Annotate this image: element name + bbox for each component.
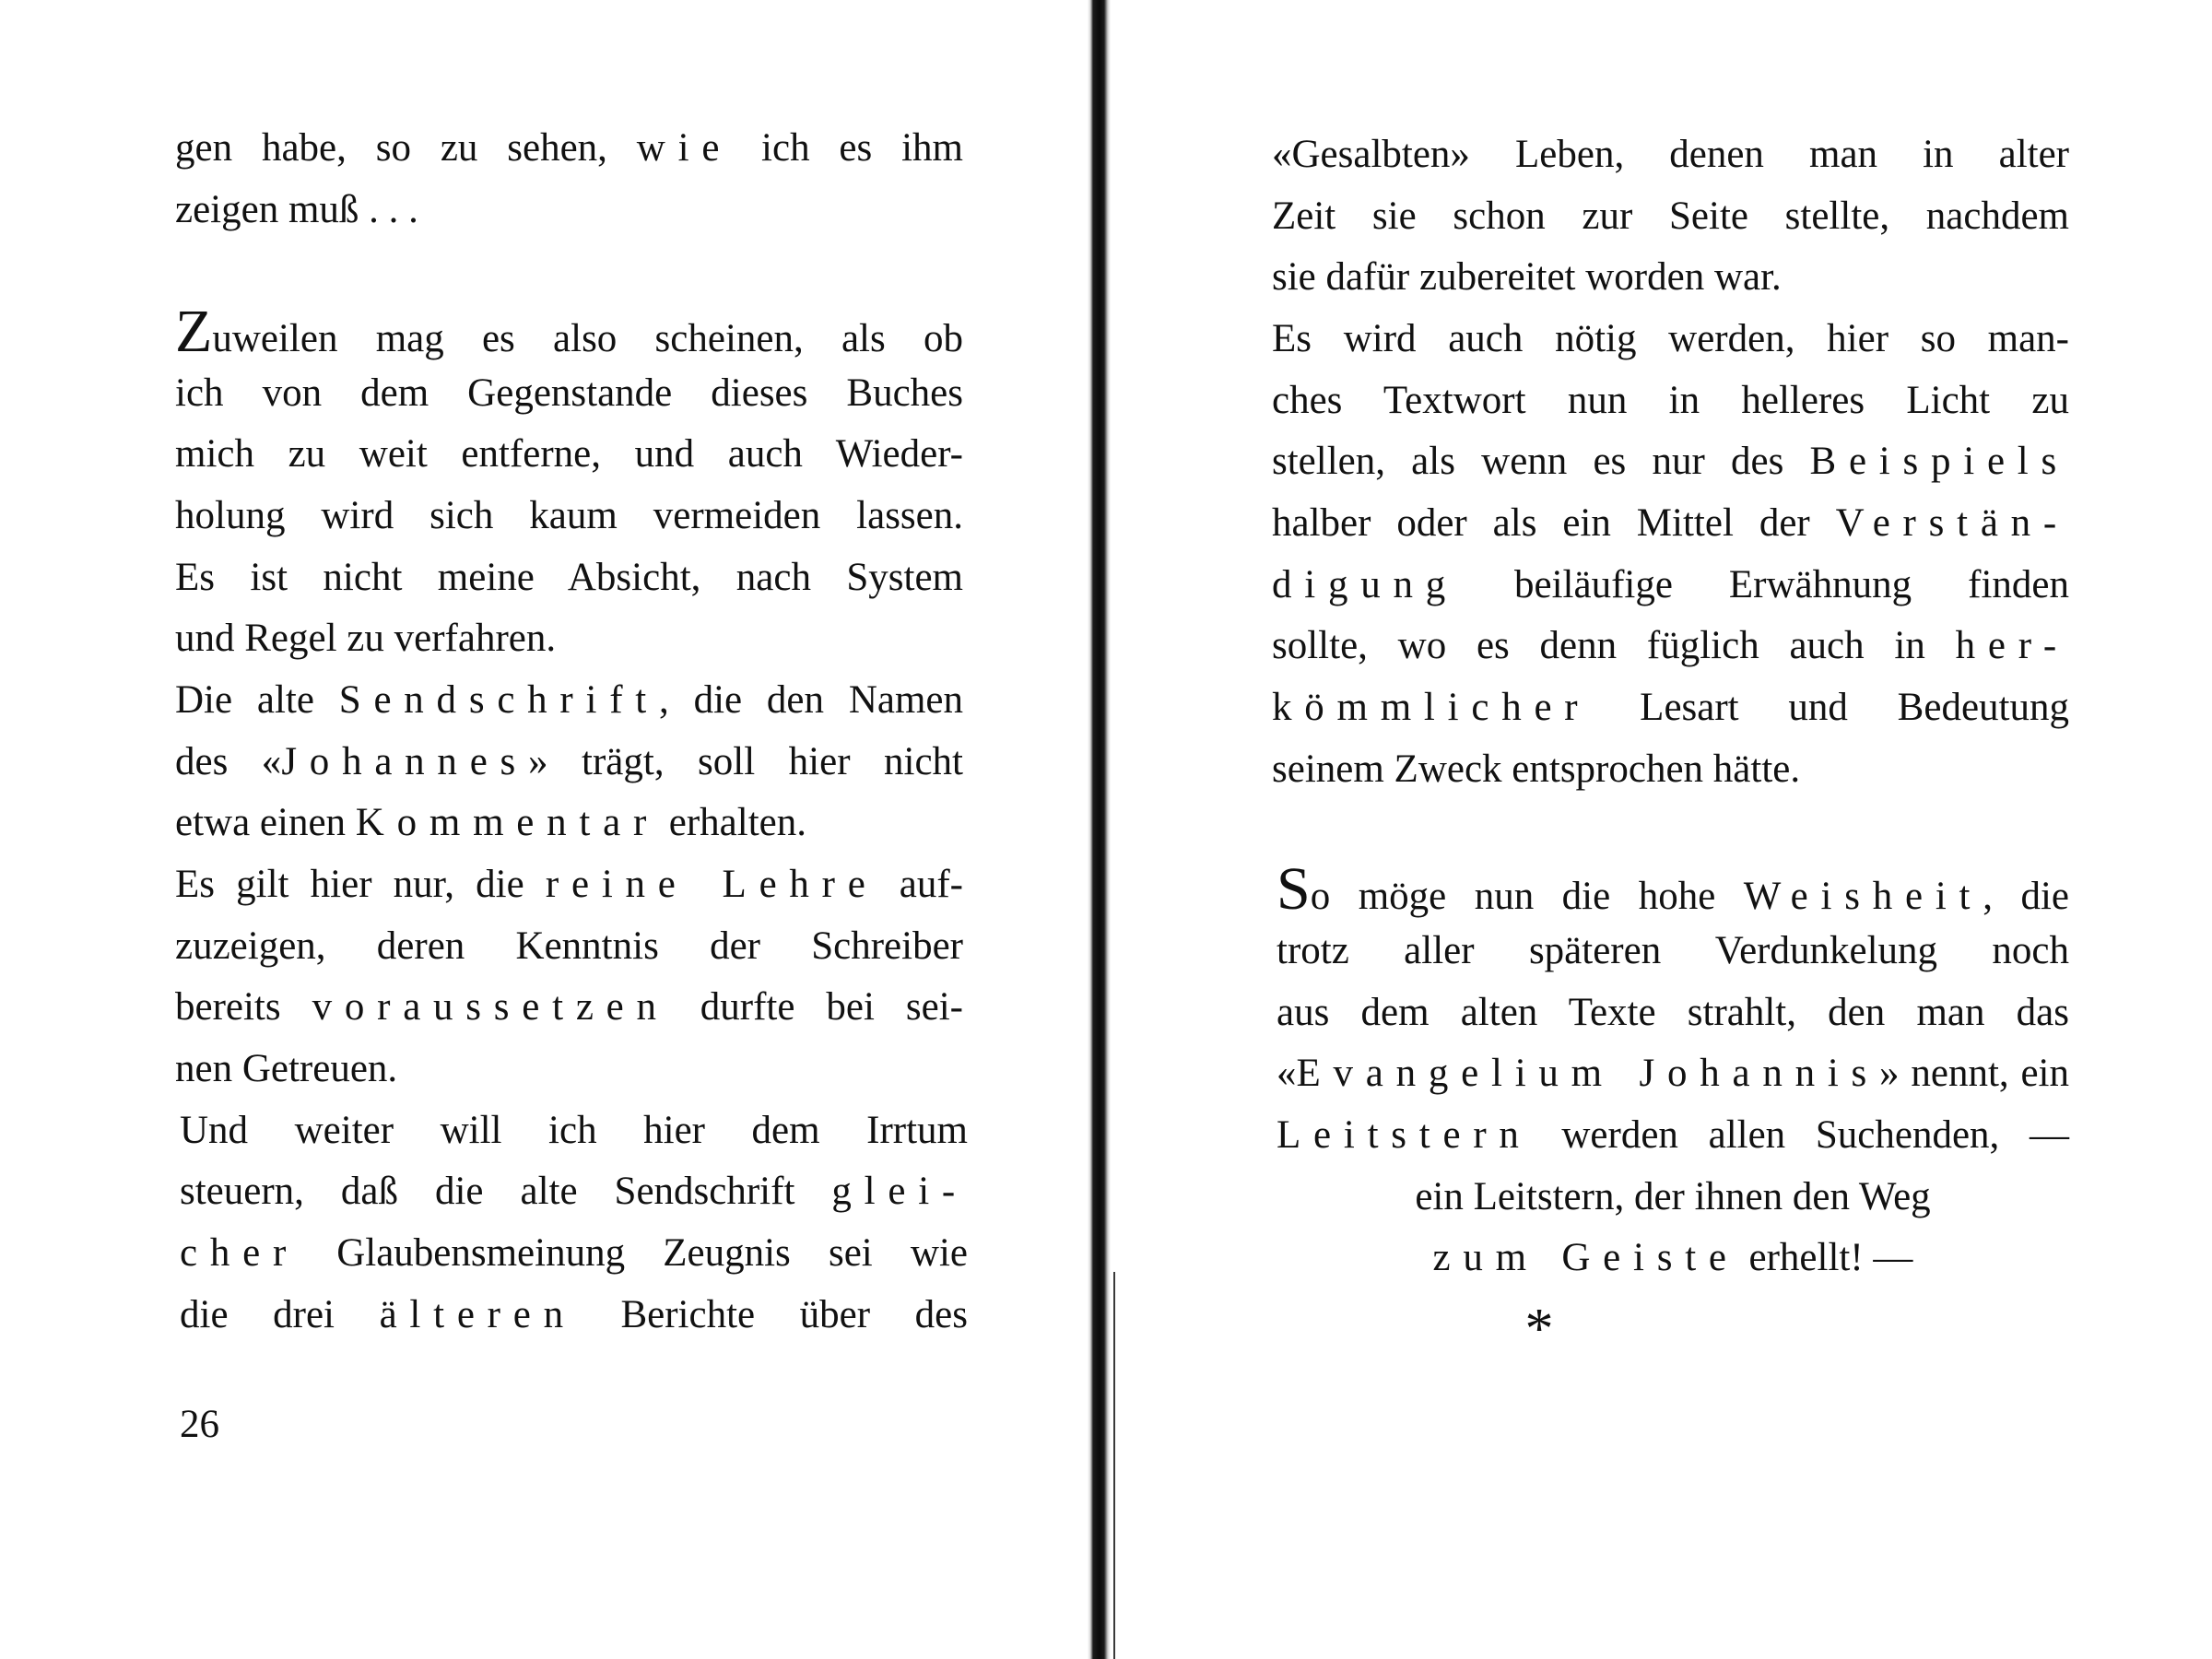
text-line: cher Glaubensmeinung Zeugnis sei wie bbox=[180, 1231, 968, 1275]
text-line: Die alte Sendschrift, die den Namen bbox=[175, 678, 963, 722]
text-line: seinem Zweck entsprochen hätte. bbox=[1272, 747, 1801, 791]
right-page bbox=[1111, 0, 2212, 1659]
initial-letter: S bbox=[1277, 855, 1311, 923]
text-line: ich von dem Gegenstande dieses Buches bbox=[175, 371, 963, 415]
text-line: Es wird auch nötig werden, hier so man- bbox=[1272, 317, 2069, 360]
text-line: aus dem alten Texte strahlt, den man das bbox=[1277, 991, 2069, 1034]
text-line: kömmlicher Lesart und Bedeutung bbox=[1272, 686, 2069, 729]
initial-letter: Z bbox=[175, 298, 213, 365]
text-line: «Evangelium Johannis» nennt, ein bbox=[1277, 1052, 2069, 1095]
text-line: bereits voraussetzen durfte bei sei- bbox=[175, 985, 963, 1029]
text-line: Es ist nicht meine Absicht, nach System bbox=[175, 556, 963, 599]
asterisk-ornament: * bbox=[1524, 1298, 1554, 1360]
text-line: zum Geiste erhellt! — bbox=[1432, 1236, 1913, 1279]
text-line: holung wird sich kaum vermeiden lassen. bbox=[175, 494, 963, 537]
page-number: 26 bbox=[180, 1403, 219, 1446]
text-line: mich zu weit entferne, und auch Wieder- bbox=[175, 432, 963, 476]
text-line: zuzeigen, deren Kenntnis der Schreiber bbox=[175, 924, 963, 968]
text-line: Zeit sie schon zur Seite stellte, nachdem bbox=[1272, 194, 2069, 238]
text-line: stellen, als wenn es nur des Beispiels bbox=[1272, 440, 2069, 483]
text-line: Leitstern werden allen Suchenden, — bbox=[1277, 1113, 2069, 1157]
text-line: trotz aller späteren Verdunkelung noch bbox=[1277, 929, 2069, 972]
text-line: steuern, daß die alte Sendschrift glei- bbox=[180, 1170, 968, 1213]
text-line: Es gilt hier nur, die reine Lehre auf- bbox=[175, 863, 963, 906]
text-line: etwa einen Kommentar erhalten. bbox=[175, 801, 807, 844]
text-line: nen Getreuen. bbox=[175, 1047, 398, 1090]
text-line: und Regel zu verfahren. bbox=[175, 617, 557, 660]
text-line: ein Leitstern, der ihnen den Weg bbox=[1415, 1175, 1931, 1218]
left-page bbox=[0, 0, 1088, 1659]
text-line: «Gesalbten» Leben, denen man in alter bbox=[1272, 133, 2069, 176]
text-line: des «Johannes» trägt, soll hier nicht bbox=[175, 740, 963, 783]
text-line: sollte, wo es denn füglich auch in her- bbox=[1272, 624, 2069, 667]
text-line: Und weiter will ich hier dem Irrtum bbox=[180, 1109, 968, 1152]
text-line: gen habe, so zu sehen, wie ich es ihm bbox=[175, 126, 964, 170]
text-line: digung beiläufige Erwähnung finden bbox=[1272, 563, 2069, 606]
book-gutter bbox=[1088, 0, 1111, 1659]
text-line: halber oder als ein Mittel der Verstän- bbox=[1272, 501, 2069, 545]
text-line: zeigen muß . . . bbox=[175, 188, 418, 231]
text-line: die drei älteren Berichte über des bbox=[180, 1293, 968, 1336]
text-line: ches Textwort nun in helleres Licht zu bbox=[1272, 379, 2069, 422]
text-line: So möge nun die hohe Weisheit, die bbox=[1277, 855, 2069, 923]
text-line: sie dafür zubereitet worden war. bbox=[1272, 255, 1782, 299]
text-line: Zuweilen mag es also scheinen, als ob bbox=[175, 298, 963, 365]
